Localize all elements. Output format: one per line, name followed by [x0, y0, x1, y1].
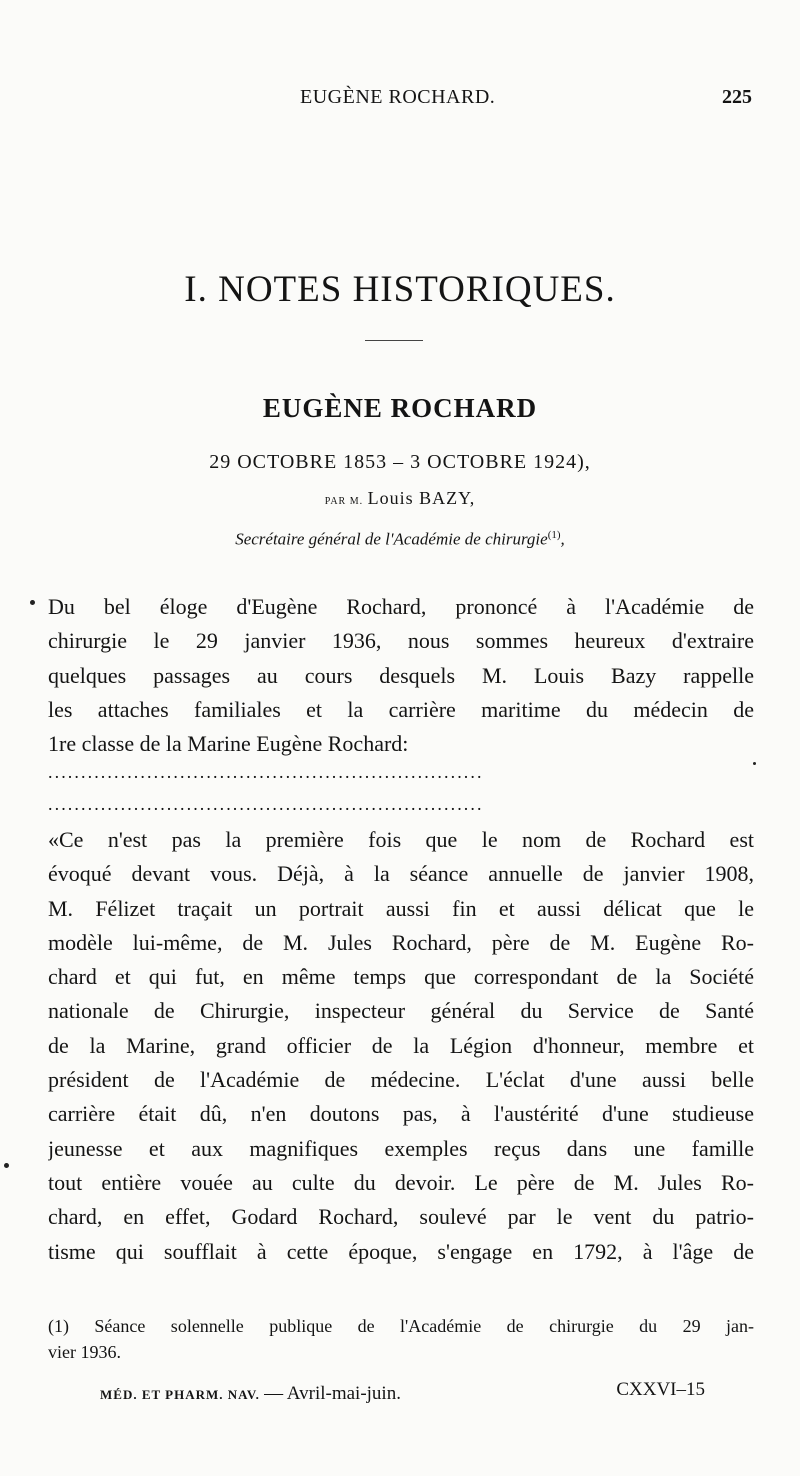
running-header [0, 86, 800, 116]
footnote-line: (1) Séance solennelle publique de l'Académie de chirurgie du 29 jan- [48, 1316, 754, 1336]
body-line: nationale de Chirurgie, inspecteur général du Service de Santé [48, 998, 754, 1024]
footnote-line: vier 1936. [48, 1342, 121, 1362]
ellipsis-row: .................................................................. [48, 762, 484, 782]
body-line: jeunesse et aux magnifiques exemples reçus dans une famille [48, 1135, 754, 1161]
body-line: de la Marine, grand officier de la Légion d'honneur, membre et [48, 1032, 754, 1058]
article-dates: 29 OCTOBRE 1853 – 3 OCTOBRE 1924), [209, 451, 591, 473]
intro-line: quelques passages au cours desquels M. Louis Bazy rappelle [48, 662, 754, 688]
quoted-paragraph [48, 823, 754, 1269]
scan-speck [4, 1163, 9, 1168]
intro-line: 1re classe de la Marine Eugène Rochard: [48, 731, 409, 757]
section-title: I. NOTES HISTORIQUES. [184, 269, 616, 310]
body-line: tisme qui soufflait à cette époque, s'engage en 1792, à l'âge de [48, 1238, 754, 1264]
journal-issue: — Avril-mai-juin. [264, 1383, 401, 1404]
footnote [48, 1313, 754, 1365]
intro-paragraph [48, 590, 754, 761]
page-number: 225 [722, 86, 752, 108]
intro-line: Du bel éloge d'Eugène Rochard, prononcé à l'Académie de [48, 594, 754, 619]
body-line: chard et qui fut, en même temps que correspondant de la Société [48, 964, 754, 990]
author-name: Louis BAZY, [367, 488, 476, 508]
ellipsis-row: .................................................................. [48, 794, 484, 814]
body-line: évoqué devant vous. Déjà, à la séance annuelle de janvier 1908, [48, 861, 754, 887]
scan-speck [30, 600, 35, 605]
author-prefix: PAR M. [324, 496, 364, 507]
intro-line: les attaches familiales et la carrière maritime du médecin de [48, 696, 754, 722]
affiliation-text: Secrétaire général de l'Académie de chirurgie [235, 529, 548, 549]
body-line: carrière était dû, n'en doutons pas, à l'austérité d'une studieuse [48, 1101, 754, 1127]
scan-speck [753, 762, 756, 765]
body-line: modèle lui-même, de M. Jules Rochard, père de M. Eugène Ro- [48, 929, 754, 955]
title-divider [365, 340, 423, 341]
body-line: «Ce n'est pas la première fois que le nom de Rochard est [48, 827, 754, 852]
article-author [0, 488, 800, 509]
body-line: M. Félizet traçait un portrait aussi fin et aussi délicat que le [48, 895, 754, 921]
running-title: EUGÈNE ROCHARD. [300, 86, 496, 108]
footer-journal [100, 1383, 401, 1405]
signature-mark: CXXVI–15 [616, 1379, 705, 1400]
body-line: président de l'Académie de médecine. L'éclat d'une aussi belle [48, 1067, 754, 1093]
body-line: tout entière vouée au culte du devoir. Le père de M. Jules Ro- [48, 1169, 754, 1195]
page-footer [0, 1379, 800, 1409]
journal-abbrev: MÉD. ET PHARM. NAV. [100, 1387, 260, 1402]
author-affiliation [0, 529, 800, 550]
footnote-reference[interactable]: (1) [547, 529, 561, 541]
intro-line: chirurgie le 29 janvier 1936, nous sommes heureux d'extraire [48, 628, 754, 654]
body-line: chard, en effet, Godard Rochard, soulevé par le vent du patrio- [48, 1204, 754, 1230]
article-title: EUGÈNE ROCHARD [262, 393, 538, 423]
affiliation-end: , [560, 529, 565, 549]
